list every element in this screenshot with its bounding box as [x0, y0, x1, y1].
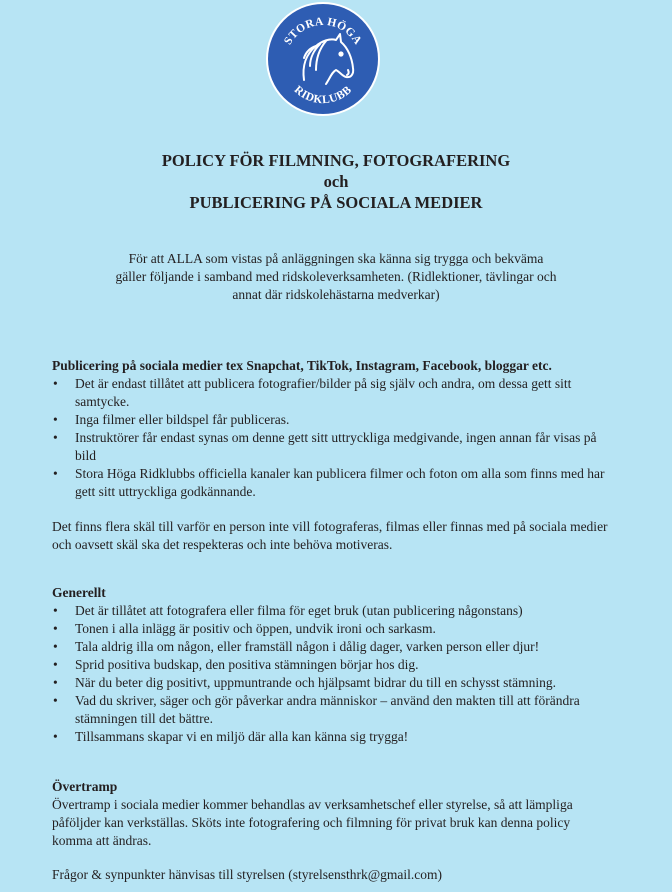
list-item-text: Inga filmer eller bildspel får publiceras. — [75, 412, 290, 427]
logo-top-text: STORA HÖGA — [282, 15, 364, 47]
list-item — [52, 638, 612, 656]
bullet: • — [53, 603, 58, 618]
bullet: • — [53, 729, 58, 744]
list-item — [52, 429, 612, 465]
bullet: • — [53, 466, 58, 481]
list-item-text: Stora Höga Ridklubbs officiella kanaler kan publicera filmer och foton om alla som finns med har gett sitt uttryckliga godkännande. — [75, 466, 605, 499]
list-item-text: Det är endast tillåtet att publicera fotografier/bilder på sig själv och andra, om dessa gett sitt samtycke. — [75, 376, 572, 409]
bullet: • — [53, 621, 58, 636]
contact-line: Frågor & synpunkter hänvisas till styrelsen (styrelsensthrk@gmail.com) — [52, 867, 442, 882]
publishing-heading: Publicering på sociala medier tex Snapchat, TikTok, Instagram, Facebook, bloggar etc. — [52, 358, 552, 373]
list-item — [52, 620, 612, 638]
list-item — [52, 602, 612, 620]
bullet: • — [53, 657, 58, 672]
publishing-section — [52, 357, 612, 501]
intro-line-2: gäller följande i samband med ridskoleverksamheten. (Ridlektioner, tävlingar och — [115, 269, 557, 284]
violations-paragraph: Övertramp i sociala medier kommer behandlas av verksamhetschef eller styrelse, så att lämpliga påföljder kan verkställas. Sköts inte fotografering och filmning för privat bruk kan denna policy komma att ändras. — [52, 797, 573, 848]
list-item — [52, 375, 612, 411]
bullet: • — [53, 430, 58, 445]
list-item-text: Tillsammans skapar vi en miljö där alla kan känna sig trygga! — [75, 729, 409, 744]
list-item — [52, 692, 612, 728]
intro-paragraph — [70, 250, 602, 304]
list-item-text: När du beter dig positivt, uppmuntrande och hjälpsamt bidrar du till en schysst stämning. — [75, 675, 557, 690]
bullet: • — [53, 412, 58, 427]
list-item — [52, 728, 612, 746]
list-item — [52, 656, 612, 674]
general-section — [52, 584, 612, 746]
document-title — [0, 150, 672, 213]
bullet: • — [53, 376, 58, 391]
list-item — [52, 411, 612, 429]
general-list — [52, 602, 612, 746]
violations-section — [52, 778, 612, 850]
respect-paragraph: Det finns flera skäl till varför en person inte vill fotograferas, filmas eller finnas med på sociala medier och oavsett skäl ska det respekteras och inte behöva motiveras. — [52, 519, 608, 552]
list-item — [52, 465, 612, 501]
club-logo — [264, 0, 382, 118]
list-item-text: Det är tillåtet att fotografera eller filma för eget bruk (utan publicering någonstans) — [75, 603, 523, 618]
title-line-1: POLICY FÖR FILMNING, FOTOGRAFERING — [161, 151, 511, 170]
bullet: • — [53, 693, 58, 708]
intro-line-3: annat där ridskolehästarna medverkar) — [232, 287, 440, 302]
contact-section — [52, 866, 612, 884]
respect-section — [52, 518, 612, 554]
list-item-text: Instruktörer får endast synas om denne gett sitt uttryckliga medgivande, ingen annan får visas på bild — [75, 430, 597, 463]
logo-bottom-text: RIDKLUBB — [291, 83, 355, 107]
list-item-text: Tonen i alla inlägg är positiv och öppen, undvik ironi och sarkasm. — [75, 621, 436, 636]
violations-heading: Övertramp — [52, 779, 118, 794]
intro-line-1: För att ALLA som vistas på anläggningen ska känna sig trygga och bekväma — [128, 251, 544, 266]
general-heading: Generellt — [52, 585, 106, 600]
list-item — [52, 674, 612, 692]
title-line-2: och — [323, 172, 349, 191]
bullet: • — [53, 675, 58, 690]
list-item-text: Tala aldrig illa om någon, eller framställ någon i dålig dager, varken person eller djur! — [75, 639, 540, 654]
publishing-list — [52, 375, 612, 501]
list-item-text: Sprid positiva budskap, den positiva stämningen börjar hos dig. — [75, 657, 419, 672]
title-line-3: PUBLICERING PÅ SOCIALA MEDIER — [189, 193, 483, 212]
bullet: • — [53, 639, 58, 654]
list-item-text: Vad du skriver, säger och gör påverkar andra människor – använd den makten till att förändra stämningen till det bättre. — [75, 693, 580, 726]
